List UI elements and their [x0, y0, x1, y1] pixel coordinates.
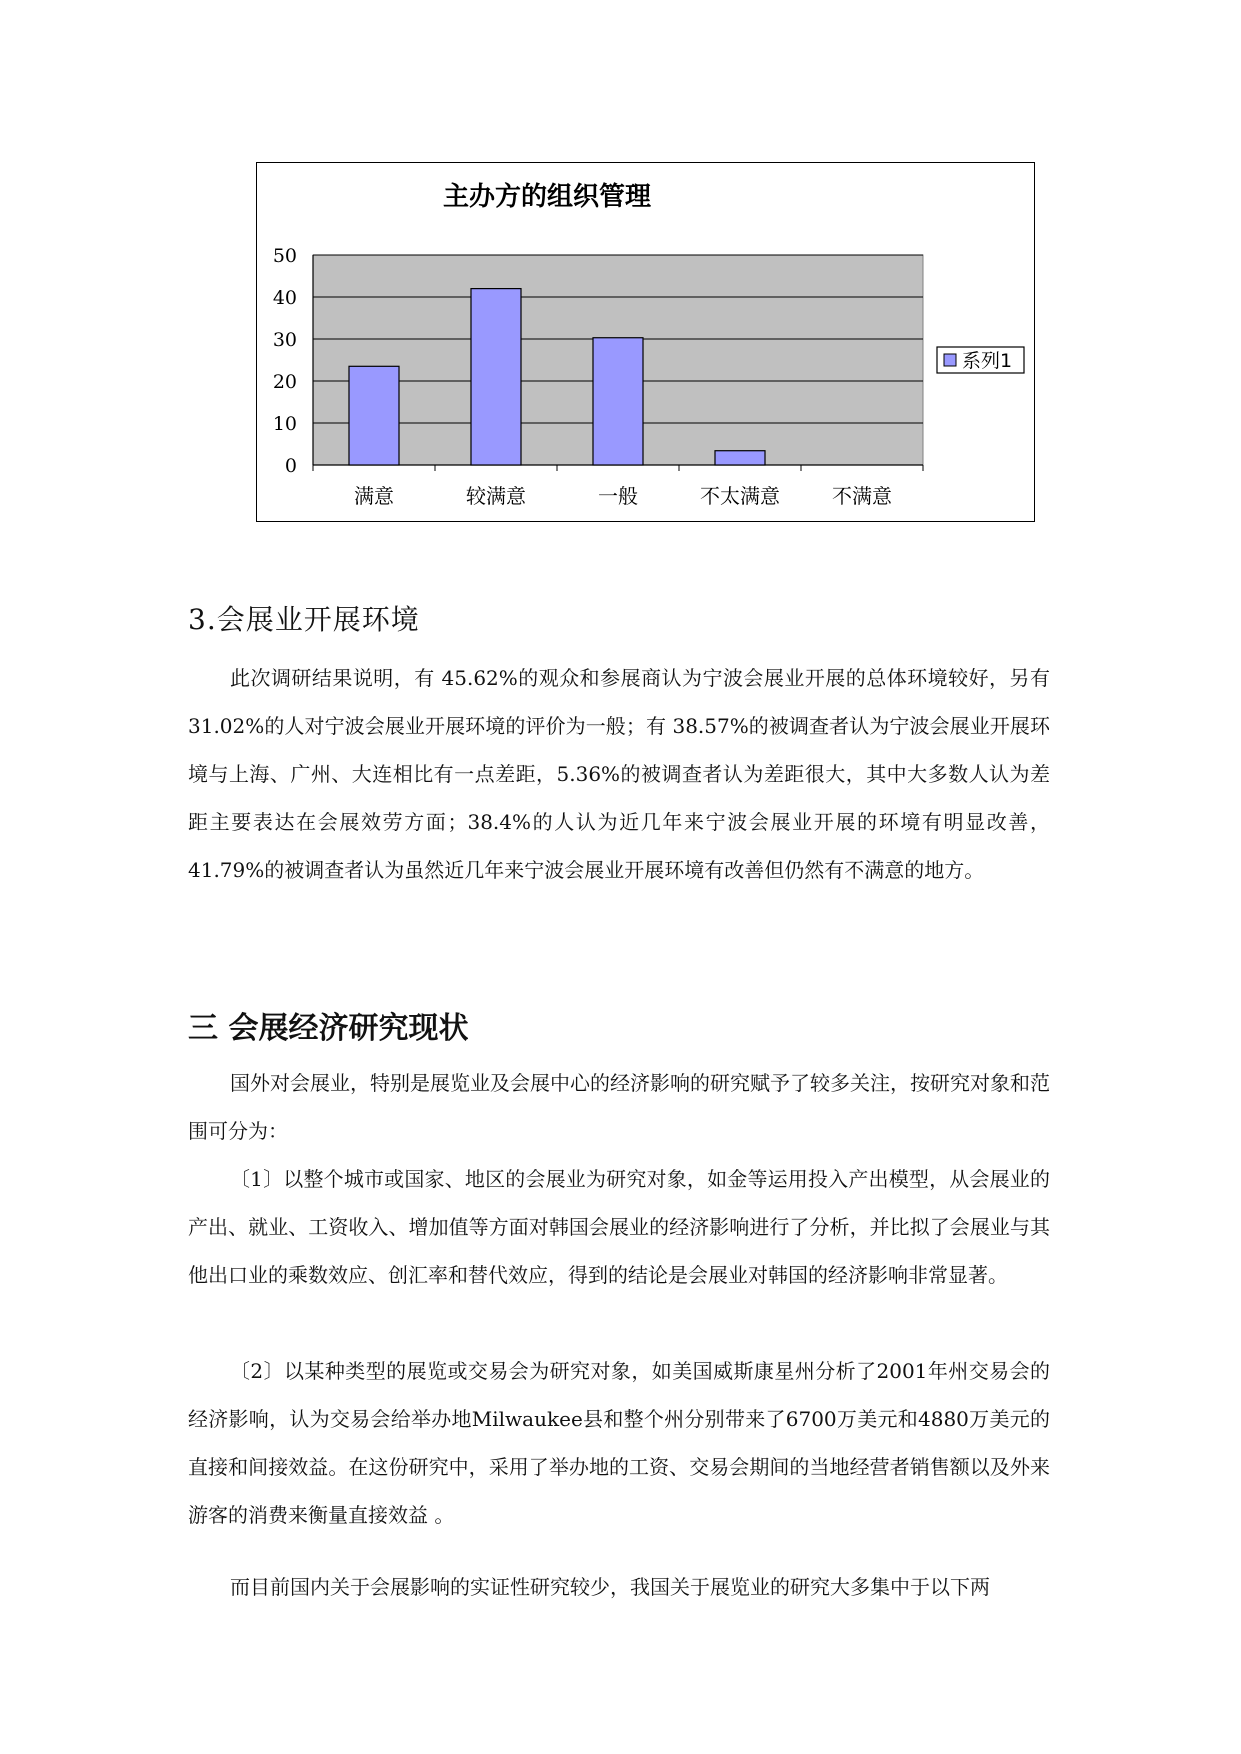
x-tick-label: 不太满意	[700, 484, 780, 508]
y-tick-label: 30	[272, 329, 297, 351]
bar-4	[715, 451, 765, 465]
legend-swatch	[944, 354, 956, 366]
paragraph-intro: 国外对会展业，特别是展览业及会展中心的经济影响的研究赋予了较多关注，按研究对象和范围可分为：	[188, 1071, 1050, 1143]
paragraph-item-2: 〔2〕以某种类型的展览或交易会为研究对象，如美国威斯康星州分析了2001年州交易会的经济影响，认为交易会给举办地Milwaukee县和整个州分别带来了6700万美元和4880万美元的直接和间接效益。在这份研究中，采用了举办地的工资、交易会期间的当地经营者销售额以及外来游客的消费来衡量直接效益 。	[188, 1359, 1050, 1527]
chart-canvas	[257, 163, 1036, 523]
x-tick-label: 不满意	[832, 484, 892, 508]
legend-label: 系列1	[962, 350, 1013, 372]
y-tick-label: 0	[284, 455, 297, 477]
chart-title: 主办方的组织管理	[442, 182, 652, 212]
bar-2	[471, 289, 521, 465]
y-tick-label: 50	[272, 245, 297, 267]
paragraph-domestic: 而目前国内关于会展影响的实证性研究较少，我国关于展览业的研究大多集中于以下两	[230, 1575, 990, 1599]
bar-3	[593, 338, 643, 465]
x-tick-label: 满意	[354, 484, 394, 508]
section-heading: 三 会展经济研究现状	[188, 1011, 469, 1046]
y-tick-label: 20	[272, 371, 297, 393]
y-tick-label: 10	[272, 413, 297, 435]
x-tick-label: 较满意	[466, 484, 526, 508]
bar-1	[349, 366, 399, 465]
paragraph-item-1: 〔1〕以整个城市或国家、地区的会展业为研究对象，如金等运用投入产出模型，从会展业的产出、就业、工资收入、增加值等方面对韩国会展业的经济影响进行了分析，并比拟了会展业与其他出口业的乘数效应、创汇率和替代效应，得到的结论是会展业对韩国的经济影响非常显著。	[188, 1167, 1050, 1287]
bar-chart	[256, 162, 1035, 522]
x-tick-label: 一般	[598, 484, 638, 508]
y-tick-label: 40	[272, 287, 297, 309]
subsection-heading: 3.会展业开展环境	[188, 603, 420, 636]
paragraph-environment: 此次调研结果说明，有 45.62%的观众和参展商认为宁波会展业开展的总体环境较好，另有 31.02%的人对宁波会展业开展环境的评价为一般；有 38.57%的被调查者认为宁波会展业开展环境与上海、广州、大连相比有一点差距，5.36%的被调查者认为差距很大，其中大多数人认为差距主要表达在会展效劳方面；38.4%的人认为近几年来宁波会展业开展的环境有明显改善，41.79%的被调查者认为虽然近几年来宁波会展业开展环境有改善但仍然有不满意的地方。	[188, 666, 1050, 882]
